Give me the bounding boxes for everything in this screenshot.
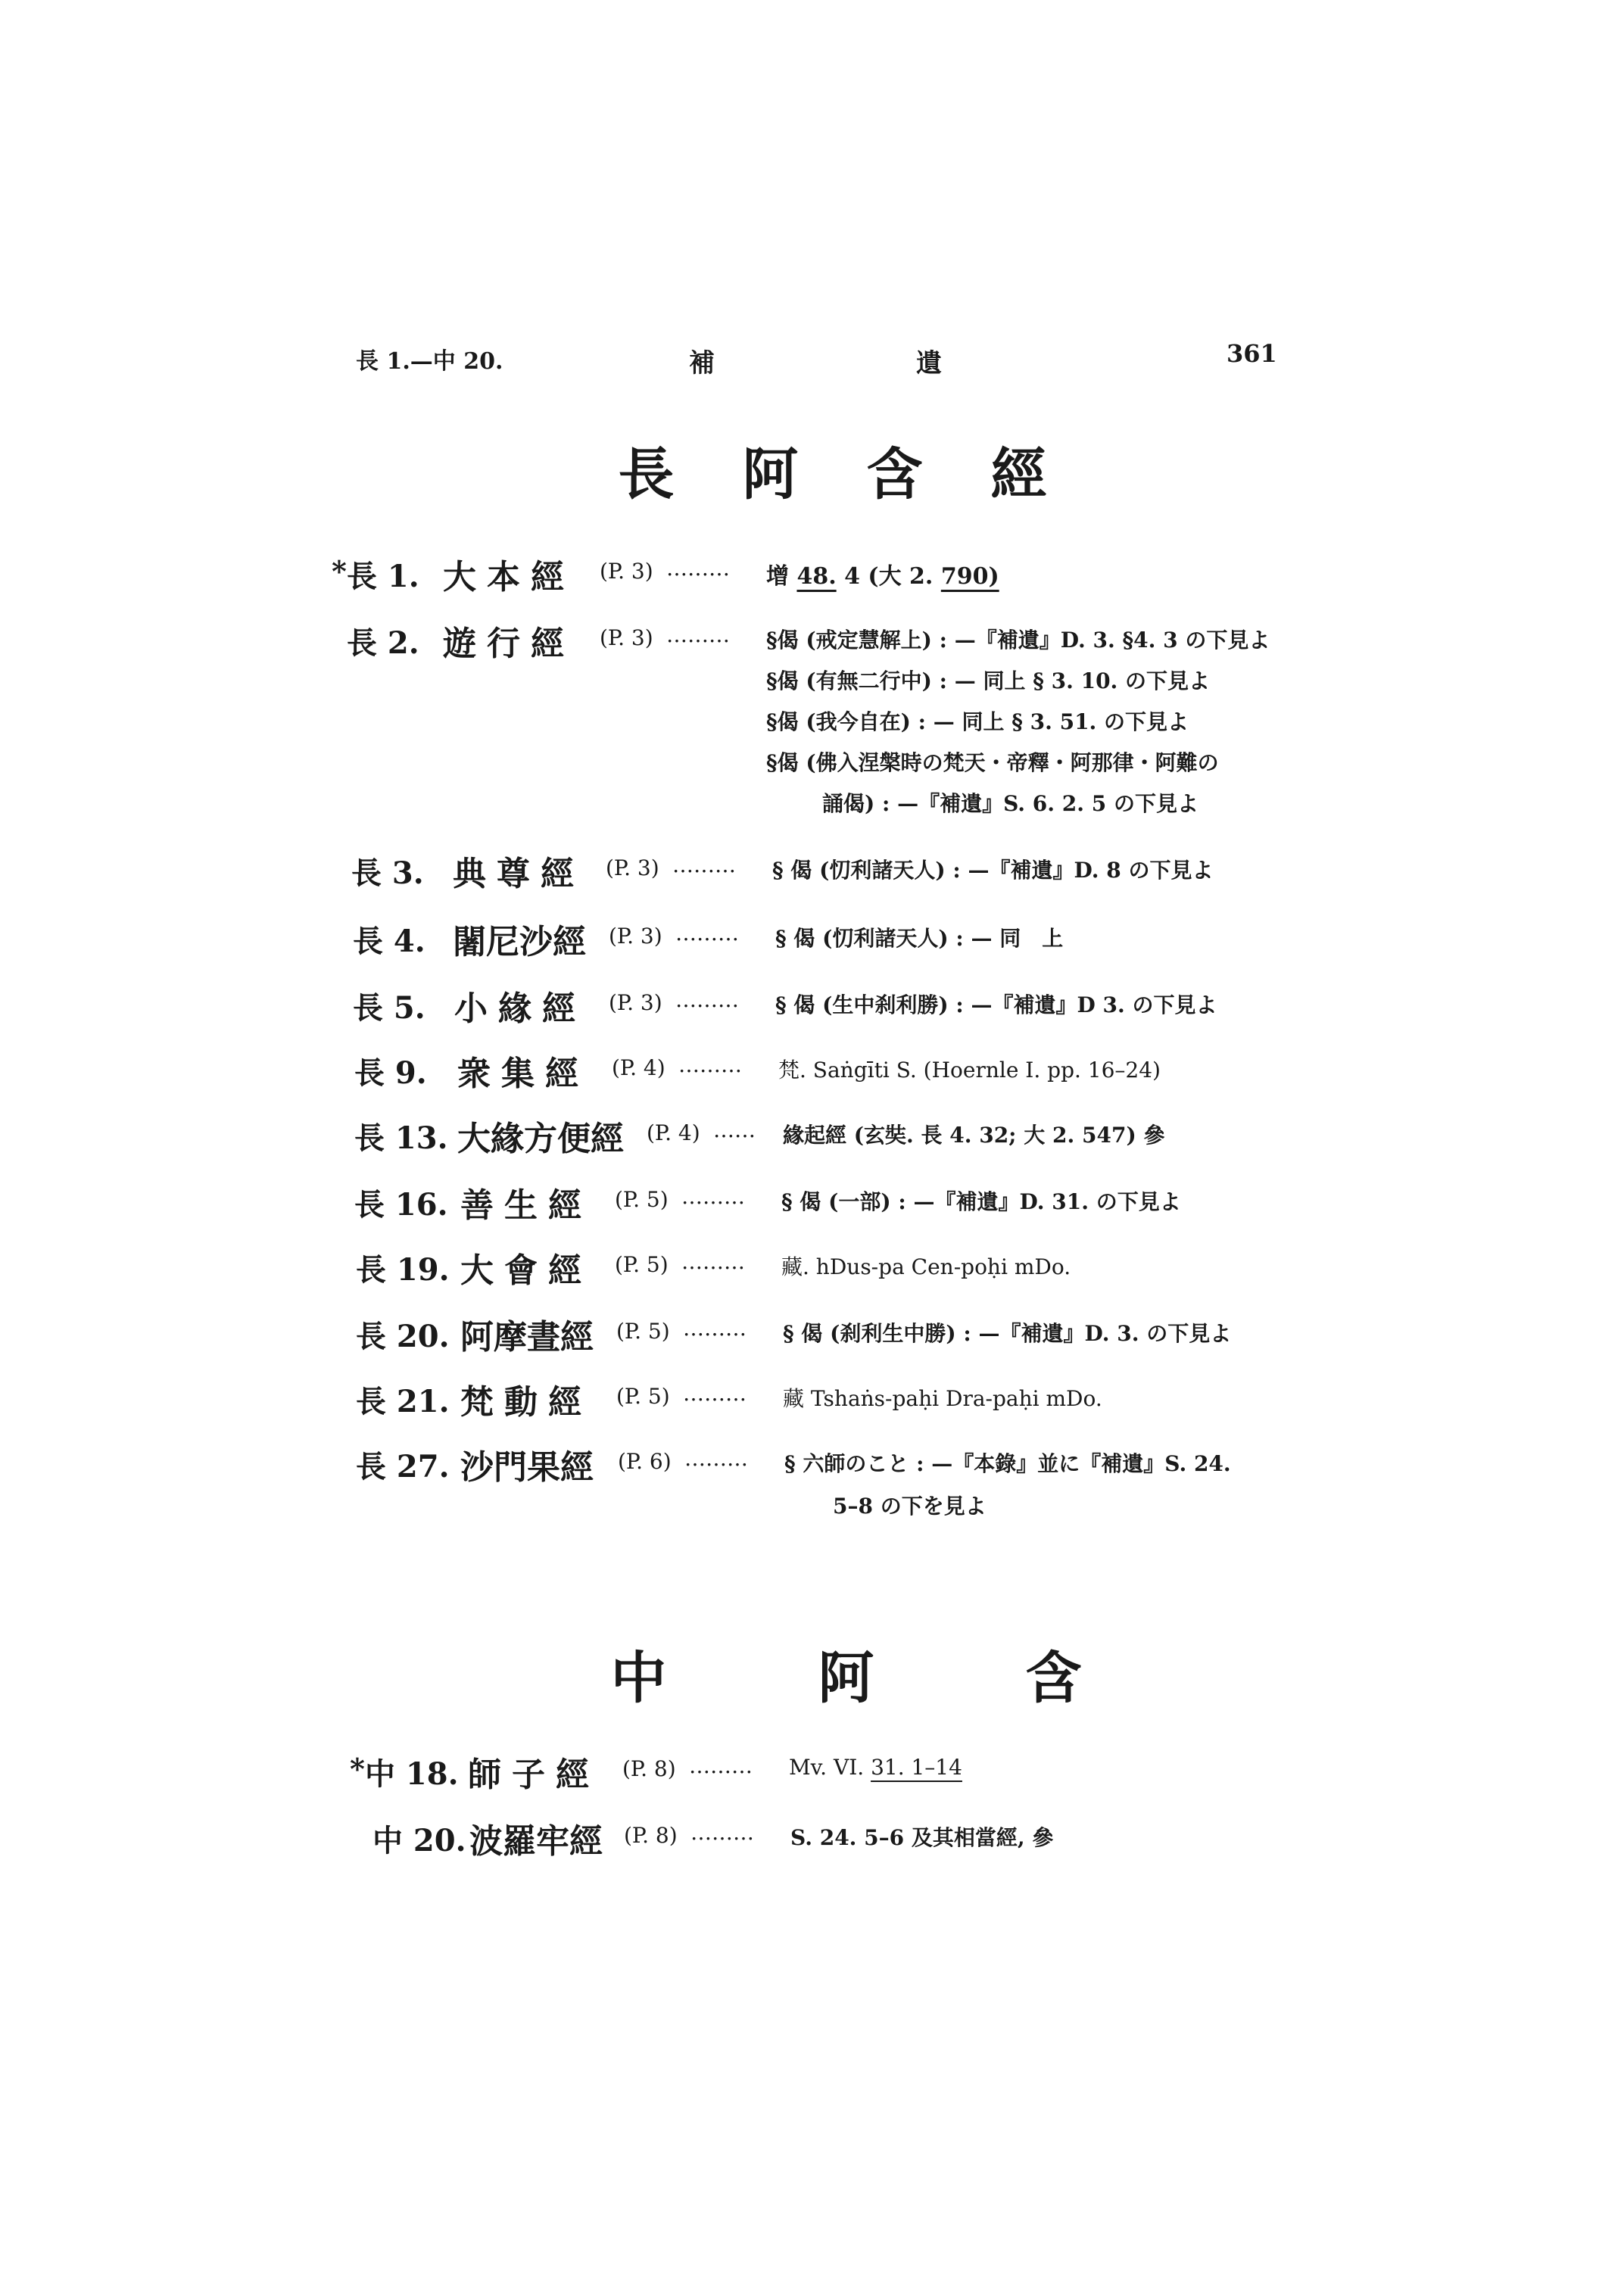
leader-dots: ……… [681, 1184, 745, 1209]
cross-reference: Mv. VI. 31. 1–14 [789, 1755, 962, 1780]
cross-reference: § 偈 (忉利諸天人) : — 同 上 [775, 926, 1064, 951]
page-ref: (P. 4) [647, 1120, 700, 1145]
leader-dots: ……… [666, 556, 730, 581]
cross-reference: § 偈 (一部) : —『補遺』D. 31. の下見よ [781, 1189, 1181, 1214]
cross-reference: S. 24. 5–6 及其相當經, 參 [790, 1825, 1054, 1850]
leader-dots: ……… [666, 622, 730, 647]
cross-reference: 增 48. 4 (大 2. 790) [766, 563, 999, 590]
sutra-name: 善生經 [460, 1186, 592, 1225]
entry-number: 長 21. [356, 1384, 450, 1419]
page-ref: (P. 3) [606, 855, 659, 880]
running-head-range: 長 1.—中 20. [356, 348, 503, 375]
page-ref: (P. 8) [622, 1756, 676, 1781]
sutra-name: 大緣方便經 [457, 1120, 624, 1158]
running-head-title-a: 補 [689, 348, 715, 379]
sutra-name: 大本經 [443, 558, 575, 597]
sutra-name: 阿摩晝經 [460, 1318, 594, 1357]
leader-dots: ……… [684, 1446, 748, 1471]
cross-reference: 緣起經 (玄奘. 長 4. 32; 大 2. 547) 參 [783, 1123, 1165, 1148]
page-ref: (P. 5) [616, 1319, 670, 1344]
entry-number: 長 1. [347, 559, 419, 594]
leader-dots: ……… [675, 921, 739, 946]
sutra-name: 大會經 [460, 1251, 592, 1290]
entry-number: 長 27. [356, 1449, 450, 1485]
sutra-name: 梵動經 [460, 1383, 592, 1422]
page-ref: (P. 3) [609, 990, 662, 1015]
entry-number: 長 19. [356, 1252, 450, 1288]
page-ref: (P. 5) [615, 1187, 669, 1212]
entry-number: 長 9. [354, 1055, 427, 1091]
running-head [356, 339, 1277, 388]
cross-reference: § 偈 (刹利生中勝) : —『補遺』D. 3. の下見よ [783, 1321, 1232, 1346]
leader-dots: ……… [681, 1249, 745, 1274]
sutra-name: 典尊經 [453, 855, 584, 893]
leader-dots: ……… [672, 852, 736, 877]
cross-reference: §偈 (戒定慧解上) : —『補遺』D. 3. §4. 3 の下見よ [766, 628, 1270, 653]
cross-reference: § 偈 (生中刹利勝) : —『補遺』D 3. の下見よ [775, 992, 1217, 1017]
entry-number: 長 13. [354, 1120, 448, 1156]
entry-number: 長 2. [347, 625, 419, 661]
entry-number: 長 3. [351, 855, 424, 891]
entry-number: 長 5. [353, 990, 425, 1026]
star-mark: * [350, 1752, 365, 1786]
entry-number: 中 18. [365, 1756, 459, 1792]
page-ref: (P. 4) [612, 1055, 665, 1080]
leader-dots: ……… [683, 1381, 747, 1406]
sutra-name: 衆集經 [457, 1055, 589, 1093]
leader-dots: ……… [678, 1052, 742, 1077]
continuation-line: §偈 (佛入涅槃時の梵天・帝釋・阿那律・阿難の [766, 750, 1219, 775]
sutra-name: 師子經 [468, 1756, 600, 1794]
cross-reference: § 偈 (忉利諸天人) : —『補遺』D. 8 の下見よ [772, 858, 1214, 883]
entry-number: 中 20. [372, 1823, 466, 1858]
page-ref: (P. 3) [600, 559, 653, 584]
section-title-middle-agama: 中阿含 [610, 1646, 1233, 1711]
leader-dots: ……… [675, 987, 739, 1012]
entry-number: 長 20. [356, 1319, 450, 1354]
sutra-name: 小緣經 [454, 989, 586, 1028]
page-ref: (P. 8) [624, 1823, 678, 1848]
cross-reference: 梵. Saṅgīti S. (Hoernle I. pp. 16–24) [778, 1058, 1161, 1083]
sutra-name: 波羅牢經 [469, 1822, 603, 1861]
continuation-line: §偈 (我今自在) : — 同上 § 3. 51. の下見よ [766, 709, 1189, 734]
continuation-line: 誦偈) : —『補遺』S. 6. 2. 5 の下見よ [822, 791, 1199, 816]
leader-dots: ……… [689, 1753, 753, 1778]
running-head-title-b: 遺 [916, 348, 942, 379]
page-ref: (P. 5) [615, 1252, 669, 1277]
star-mark: * [332, 554, 347, 588]
continuation-line: 5–8 の下を見よ [833, 1494, 987, 1519]
page-ref: (P. 3) [609, 924, 662, 949]
cross-reference: § 六師のこと : —『本錄』並に『補遺』S. 24. [784, 1451, 1231, 1476]
leader-dots: …… [713, 1117, 756, 1142]
page-ref: (P. 6) [618, 1449, 672, 1474]
entry-number: 長 4. [353, 924, 425, 959]
sutra-name: 闍尼沙經 [453, 923, 586, 961]
leader-dots: ……… [683, 1316, 747, 1341]
page-number: 361 [1227, 339, 1277, 368]
sutra-name: 沙門果經 [460, 1448, 594, 1487]
sutra-name: 遊行經 [443, 625, 575, 663]
page-ref: (P. 5) [616, 1384, 670, 1409]
section-title-long-agama: 長阿含經 [618, 442, 1115, 507]
continuation-line: §偈 (有無二行中) : — 同上 § 3. 10. の下見よ [766, 668, 1211, 693]
cross-reference: 藏 Tshaṅs-paḥi Dra-paḥi mDo. [783, 1386, 1102, 1411]
entry-number: 長 16. [354, 1187, 448, 1223]
leader-dots: ……… [690, 1820, 754, 1845]
cross-reference: 藏. hDus-pa Cen-poḥi mDo. [781, 1254, 1071, 1279]
page-ref: (P. 3) [600, 625, 653, 650]
